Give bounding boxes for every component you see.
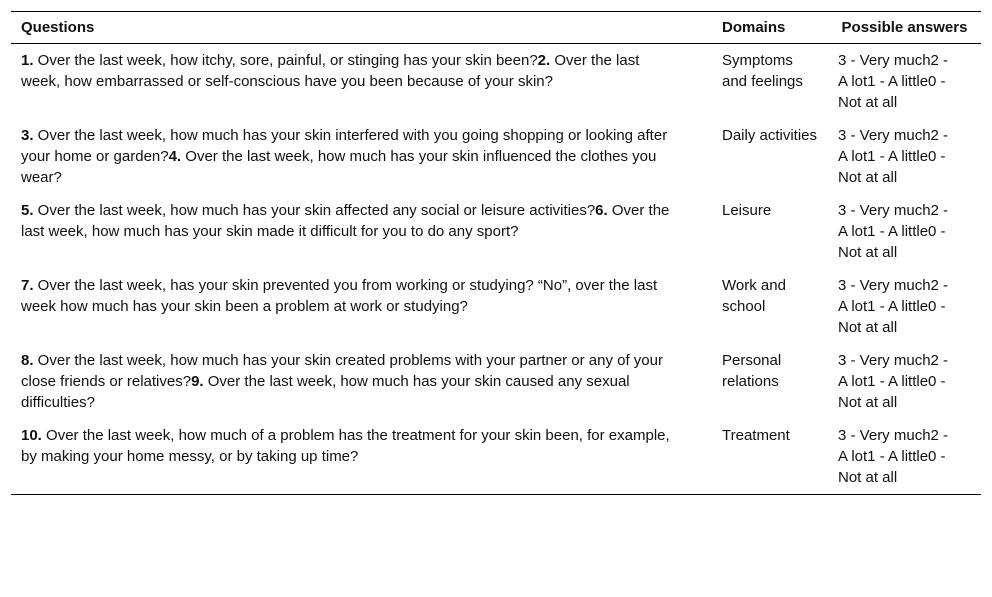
domain-cell: Symptoms and feelings bbox=[722, 52, 803, 90]
answers-cell: 3 - Very much2 - A lot1 - A little0 - Not at all bbox=[838, 127, 949, 186]
question-number: 10. bbox=[21, 427, 42, 444]
questionnaire-table bbox=[11, 11, 981, 495]
answers-cell: 3 - Very much2 - A lot1 - A little0 - Not at all bbox=[838, 352, 949, 411]
header-domains: Domains bbox=[722, 19, 786, 36]
question-text: Over the last week, how much has your skin caused any sexual difficulties? bbox=[21, 373, 630, 411]
header-possible-answers: Possible answers bbox=[841, 19, 968, 36]
question-text: Over the last week, how much of a problem has the treatment for your skin been, for example, by making your home messy, or by taking up time? bbox=[21, 427, 670, 465]
question-cell bbox=[11, 419, 712, 495]
question-cell bbox=[11, 269, 712, 344]
answers-cell: 3 - Very much2 - A lot1 - A little0 - Not at all bbox=[838, 52, 949, 111]
question-text: Over the last week, has your skin prevented you from working or studying? “No”, over the last week how much has your skin been a problem at work or studying? bbox=[21, 277, 658, 315]
table-row bbox=[11, 119, 981, 194]
question-cell bbox=[11, 44, 712, 120]
domain-cell: Daily activities bbox=[722, 127, 818, 144]
question-text: Over the last week, how much has your skin affected any social or leisure activities? bbox=[33, 202, 596, 219]
table-row bbox=[11, 44, 981, 120]
question-number: 5. bbox=[21, 202, 34, 219]
question-cell bbox=[11, 119, 712, 194]
question-number: 3. bbox=[21, 127, 34, 144]
question-number: 7. bbox=[21, 277, 34, 294]
question-text: Over the last week, how much has your skin interfered with you going shopping or looking after your home or garden? bbox=[21, 127, 668, 165]
question-cell bbox=[11, 194, 712, 269]
domain-cell: Leisure bbox=[722, 202, 772, 219]
question-text: Over the last week, how much has your skin influenced the clothes you wear? bbox=[21, 148, 657, 186]
question-number: 1. bbox=[21, 52, 34, 69]
question-text: Over the last week, how much has your skin created problems with your partner or any of your close friends or relatives? bbox=[21, 352, 663, 390]
table-row bbox=[11, 194, 981, 269]
question-text: Over the last week, how embarrassed or self-conscious have you been because of your skin? bbox=[21, 52, 640, 90]
question-number: 2. bbox=[537, 52, 551, 69]
domain-cell: Work and school bbox=[722, 277, 786, 315]
question-number: 9. bbox=[191, 373, 204, 390]
domain-cell: Personal relations bbox=[722, 352, 782, 390]
answers-cell: 3 - Very much2 - A lot1 - A little0 - Not at all bbox=[838, 202, 949, 261]
question-text: Over the last week, how itchy, sore, painful, or stinging has your skin been? bbox=[33, 52, 538, 69]
table-row bbox=[11, 269, 981, 344]
question-cell bbox=[11, 344, 712, 419]
question-text: Over the last week, how much has your skin made it difficult for you to do any sport? bbox=[21, 202, 670, 240]
question-number: 8. bbox=[21, 352, 34, 369]
domain-cell: Treatment bbox=[722, 427, 790, 444]
answers-cell: 3 - Very much2 - A lot1 - A little0 - Not at all bbox=[838, 277, 949, 336]
header-row bbox=[11, 12, 981, 44]
table-row bbox=[11, 419, 981, 495]
header-questions: Questions bbox=[21, 19, 95, 36]
question-number: 6. bbox=[595, 202, 608, 219]
answers-cell: 3 - Very much2 - A lot1 - A little0 - Not at all bbox=[838, 427, 949, 486]
table-row bbox=[11, 344, 981, 419]
question-number: 4. bbox=[168, 148, 182, 165]
dlqi-table-container bbox=[11, 11, 981, 495]
